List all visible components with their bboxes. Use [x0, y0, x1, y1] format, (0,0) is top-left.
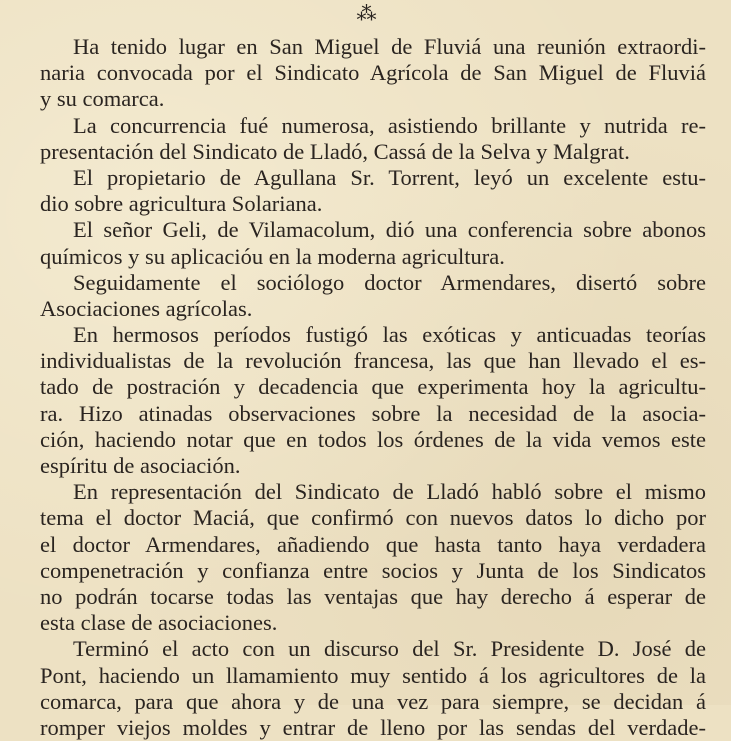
text-line: espíritu de asociación. [40, 453, 241, 478]
text-line: químicos y su aplicacióu en la moderna agricultura. [40, 243, 505, 269]
text-line: compenetración y confianza entre socios y Junta de los Sindicatos [40, 557, 706, 583]
text-line: presentación del Sindicato de Lladó, Cassá de la Selva y Malgrat. [40, 138, 630, 164]
text-line: Terminó el acto con un discurso del Sr. Presidente D. José de [73, 636, 706, 662]
text-line: esta clase de asociaciones. [40, 610, 278, 636]
text-line: y su comarca. [40, 86, 165, 112]
article-paragraph [40, 165, 706, 217]
article-paragraph [40, 34, 706, 113]
text-line: tado de postración y decadencia que experimenta hoy la agricultu- [40, 374, 706, 400]
text-line: Asociaciones agrícolas. [40, 295, 253, 321]
asterism-ornament: ⁂ [356, 3, 375, 25]
text-line: romper viejos moldes y entrar de lleno por las sendas del verdade- [40, 714, 706, 740]
text-line: La concurrencia fué numerosa, asistiendo brillante y nutrida re- [73, 112, 706, 138]
article-paragraph [40, 636, 706, 741]
text-line: dio sobre agricultura Solariana. [40, 191, 323, 217]
text-line: Seguidamente el sociólogo doctor Armendares, disertó sobre [73, 269, 706, 295]
text-line: En representación del Sindicato de Lladó habló sobre el mismo [73, 479, 706, 505]
text-line: no podrán tocarse todas las ventajas que hay derecho á esperar de [40, 583, 706, 609]
article-paragraph [40, 113, 706, 165]
text-line: Pont, haciendo un llamamiento muy sentido á los agricultores de la [40, 662, 706, 688]
text-line: El propietario de Agullana Sr. Torrent, leyó un excelente estu- [73, 164, 706, 190]
text-line: En hermosos períodos fustigó las exóticas y anticuadas teorías [73, 322, 706, 348]
article-paragraph [40, 270, 706, 322]
text-line: tema el doctor Maciá, que confirmó con nuevos datos lo dicho por [40, 505, 706, 531]
article-body [40, 34, 706, 741]
text-line: El señor Geli, de Vilamacolum, dió una conferencia sobre abonos [73, 217, 706, 243]
article-paragraph [40, 322, 706, 479]
text-line: individualistas de la revolución francesa, las que han llevado el es- [40, 348, 706, 374]
article-paragraph [40, 479, 706, 636]
text-line: Ha tenido lugar en San Miguel de Fluviá una reunión extraordi- [73, 34, 706, 59]
text-line: ra. Hizo atinadas observaciones sobre la necesidad de la asocia- [40, 400, 706, 426]
text-line: ción, haciendo notar que en todos los órdenes de la vida vemos este [40, 426, 706, 452]
text-line: naria convocada por el Sindicato Agrícola de San Miguel de Fluviá [40, 60, 706, 86]
text-line: comarca, para que ahora y de una vez para siempre, se decidan á [40, 688, 706, 714]
article-paragraph [40, 217, 706, 269]
text-line: el doctor Armendares, añadiendo que hasta tanto haya verdadera [40, 531, 706, 557]
